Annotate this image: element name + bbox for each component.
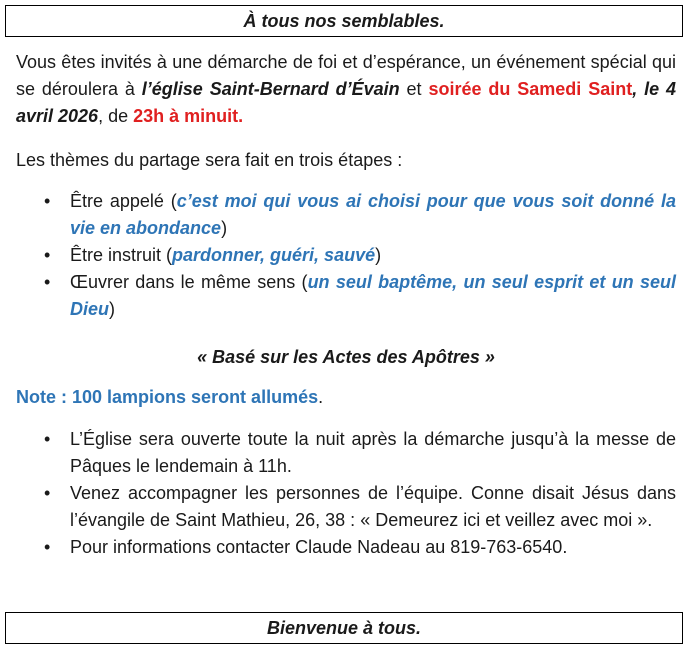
step-text: Œuvrer dans le même sens ( — [70, 272, 308, 292]
based-on-line: « Basé sur les Actes des Apôtres » — [197, 347, 495, 367]
bullet-icon: • — [44, 245, 51, 265]
note-line — [16, 384, 676, 411]
event-date: , le 4 avril 2026 — [16, 79, 677, 126]
steps-list — [16, 188, 676, 323]
step-text: Être instruit ( — [70, 245, 173, 265]
bullet-icon: • — [44, 429, 51, 449]
bullet-icon: • — [44, 537, 51, 557]
intro-text: Vous êtes invités à une démarche de foi et d’espérance, un événement spécial qui se déroulera à — [16, 52, 676, 99]
footer-box — [5, 612, 683, 644]
note-label: Note : 100 lampions seront allumés — [16, 387, 319, 407]
info-text: Pour informations contacter Claude Nadeau au 819-763-6540. — [70, 537, 568, 557]
list-item — [16, 242, 676, 269]
info-text: Venez accompagner les personnes de l’équipe. Conne disait Jésus dans l’évangile de Saint Mathieu, 26, 38 : « Demeurez ici et veillez avec moi ». — [70, 483, 676, 530]
step-text: Être appelé ( — [70, 191, 177, 211]
list-item — [16, 269, 676, 323]
event-time: 23h à minuit. — [133, 106, 244, 126]
bullet-icon: • — [44, 483, 51, 503]
step-end: ) — [221, 218, 228, 238]
list-item — [16, 426, 676, 480]
step-end: ) — [375, 245, 382, 265]
bullet-icon: • — [44, 191, 51, 211]
intro-comma: , de — [98, 106, 134, 126]
intro-and: et — [399, 79, 429, 99]
intro-paragraph — [16, 49, 676, 130]
step-end: ) — [109, 299, 116, 319]
info-text: L’Église sera ouverte toute la nuit après la démarche jusqu’à la messe de Pâques le lendemain à 11h. — [70, 429, 676, 476]
header-box — [5, 5, 683, 37]
bullet-icon: • — [44, 272, 51, 292]
footer-text: Bienvenue à tous. — [266, 618, 422, 638]
themes-intro: Les thèmes du partage sera fait en trois étapes : — [16, 150, 403, 170]
note-end: . — [318, 387, 324, 407]
list-item — [16, 480, 676, 534]
church-name: l’église Saint-Bernard d’Évain — [141, 79, 400, 99]
evening-name: soirée du Samedi Saint — [428, 79, 633, 99]
info-list — [16, 426, 676, 561]
list-item — [16, 188, 676, 242]
step-quote: un seul baptême, un seul esprit et un seul Dieu — [70, 272, 676, 319]
step-quote: c’est moi qui vous ai choisi pour que vous soit donné la vie en abondance — [70, 191, 676, 238]
step-quote: pardonner, guéri, sauvé — [172, 245, 376, 265]
list-item — [16, 534, 676, 561]
header-title: À tous nos semblables. — [243, 11, 445, 31]
